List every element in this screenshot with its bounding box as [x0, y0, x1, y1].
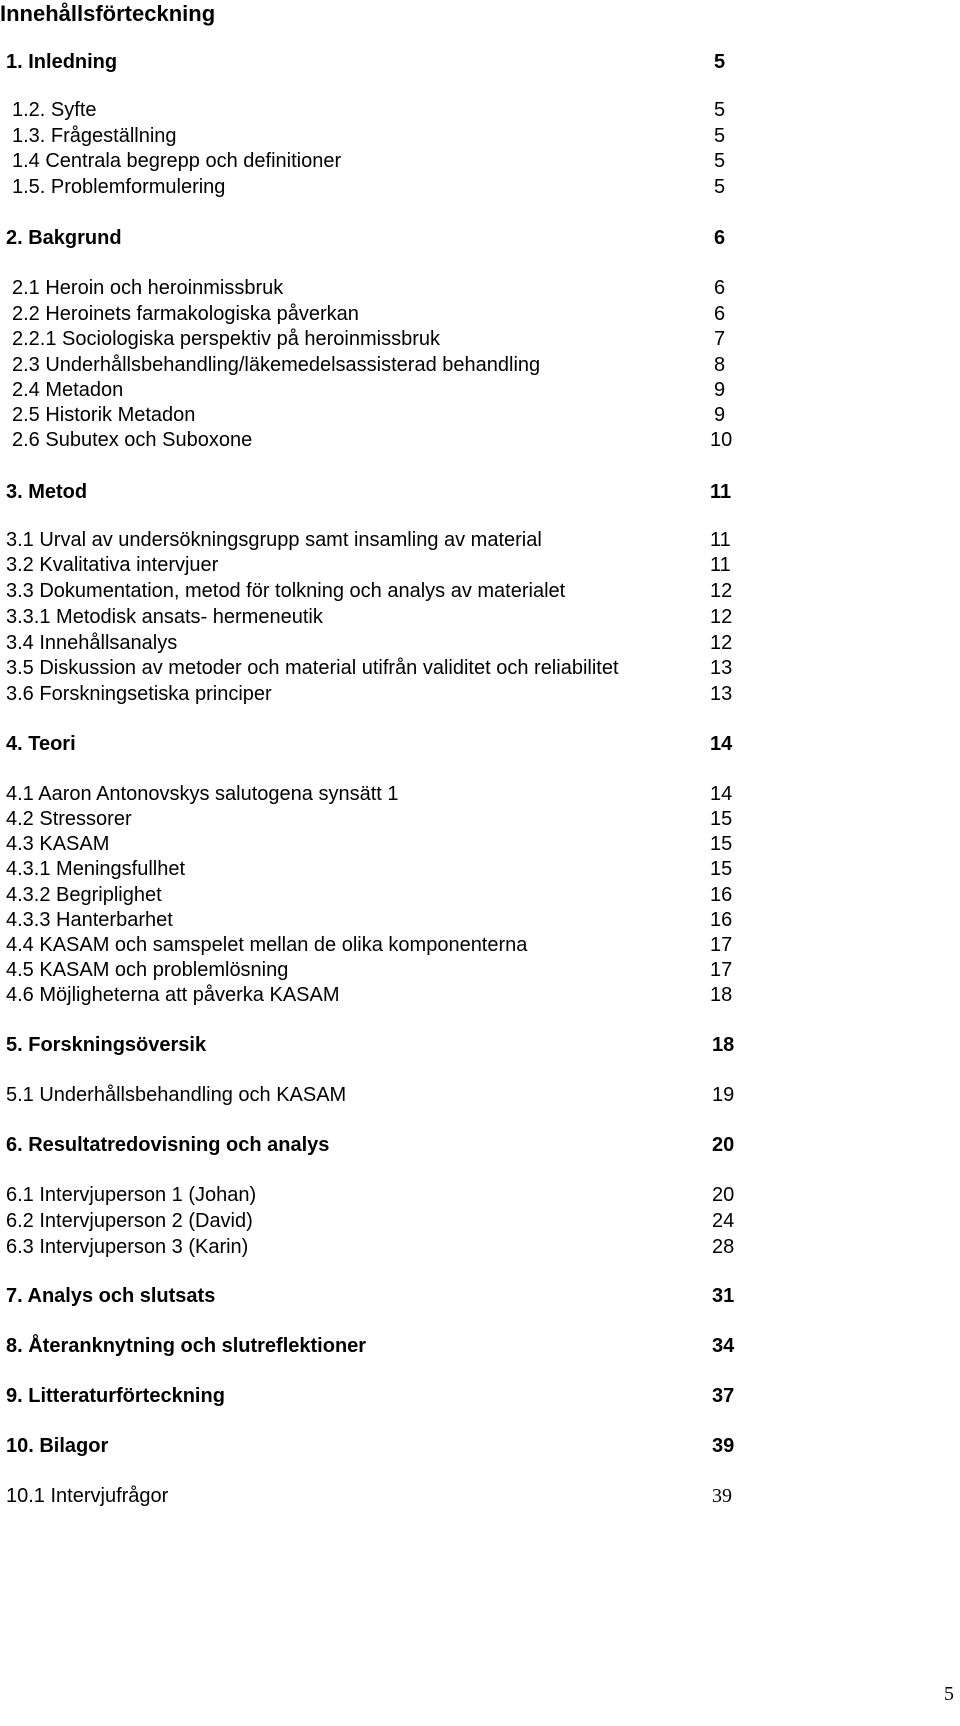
toc-entry-page: 17	[710, 959, 733, 981]
toc-entry	[6, 680, 766, 708]
toc-entry-label: 4.6 Möjligheterna att påverka KASAM	[6, 984, 340, 1006]
toc-entry	[6, 654, 766, 682]
toc-entry-page: 6	[714, 227, 726, 249]
toc-entry-label: 1.4 Centrala begrepp och definitioner	[12, 150, 342, 172]
page-number: 5	[944, 1683, 954, 1705]
toc-entry-label: 4.2 Stressorer	[6, 808, 132, 830]
toc-entry	[6, 956, 766, 984]
toc-entry	[6, 830, 766, 858]
toc-entry-page: 10	[710, 429, 733, 451]
toc-entry-label: 2.5 Historik Metadon	[12, 404, 196, 426]
toc-entry	[12, 122, 772, 150]
toc-entry-page: 11	[710, 481, 732, 503]
toc-entry-page: 5	[714, 125, 726, 147]
toc-entry-label: 3.5 Diskussion av metoder och material utifrån validitet och reliabilitet	[6, 657, 619, 679]
toc-entry-page: 15	[710, 858, 733, 880]
toc-entry-page: 5	[714, 176, 726, 198]
toc-entry-label: 2.1 Heroin och heroinmissbruk	[12, 277, 284, 299]
toc-entry-page: 14	[710, 783, 733, 805]
toc-entry-page: 7	[714, 328, 726, 350]
toc-entry-page: 31	[712, 1285, 735, 1307]
toc-entry-page: 6	[714, 277, 726, 299]
toc-entry-page: 17	[710, 934, 733, 956]
toc-entry-page: 11	[710, 529, 731, 551]
toc-entry	[12, 274, 772, 302]
toc-entry-page: 9	[714, 404, 726, 426]
toc-entry-label: 4.3.3 Hanterbarhet	[6, 909, 173, 931]
toc-entry-label: 4.1 Aaron Antonovskys salutogena synsätt 1	[6, 783, 399, 805]
toc-entry-label: 4.4 KASAM och samspelet mellan de olika komponenterna	[6, 934, 528, 956]
toc-entry-page: 20	[712, 1134, 735, 1156]
toc-entry-page: 15	[710, 808, 733, 830]
toc-entry-label: 3.3.1 Metodisk ansats- hermeneutik	[6, 606, 323, 628]
toc-entry-page: 18	[712, 1034, 735, 1056]
toc-entry	[6, 1131, 766, 1159]
toc-entry	[12, 376, 772, 404]
toc-entry-page: 11	[710, 554, 731, 576]
toc-entry-label: 9. Litteraturförteckning	[6, 1385, 225, 1407]
toc-entry	[6, 1282, 766, 1310]
toc-entry-page: 12	[710, 632, 733, 654]
toc-entry	[6, 981, 766, 1009]
toc-entry	[6, 603, 766, 631]
toc-entry-page: 5	[714, 99, 726, 121]
toc-entry-label: 3.3 Dokumentation, metod för tolkning och analys av materialet	[6, 580, 566, 602]
toc-entry-label: 3.4 Innehållsanalys	[6, 632, 178, 654]
toc-entry-label: 6.3 Intervjuperson 3 (Karin)	[6, 1236, 249, 1258]
toc-entry-label: 2. Bakgrund	[6, 227, 122, 249]
toc-entry	[12, 147, 772, 175]
toc-entry-label: 2.4 Metadon	[12, 379, 124, 401]
toc-entry-label: 6. Resultatredovisning och analys	[6, 1134, 330, 1156]
toc-entry	[6, 526, 766, 554]
toc-entry-label: 5. Forskningsöversik	[6, 1034, 207, 1056]
toc-entry-page: 6	[714, 303, 726, 325]
toc-entry-page: 5	[714, 150, 726, 172]
toc-entry	[6, 1081, 766, 1109]
toc-entry-page: 16	[710, 909, 733, 931]
toc-entry	[12, 300, 772, 328]
toc-entry-page: 39	[712, 1435, 735, 1457]
toc-entry-page: 13	[710, 657, 733, 679]
toc-entry-page: 18	[710, 984, 733, 1006]
toc-entry	[6, 1482, 766, 1510]
toc-entry	[6, 931, 766, 959]
toc-title: Innehållsförteckning	[0, 1, 216, 26]
toc-entry-page: 5	[714, 51, 726, 73]
toc-entry-label: 4. Teori	[6, 733, 76, 755]
toc-entry	[6, 551, 766, 579]
toc-entry	[6, 881, 766, 909]
toc-entry-label: 3.6 Forskningsetiska principer	[6, 683, 272, 705]
toc-entry-page: 39	[712, 1485, 732, 1507]
toc-entry-label: 4.3 KASAM	[6, 833, 110, 855]
toc-entry	[12, 401, 772, 429]
toc-entry-label: 6.1 Intervjuperson 1 (Johan)	[6, 1184, 257, 1206]
toc-entry-page: 13	[710, 683, 733, 705]
toc-entry-label: 2.6 Subutex och Suboxone	[12, 429, 253, 451]
toc-entry-page: 37	[712, 1385, 735, 1407]
toc-entry-label: 4.3.2 Begriplighet	[6, 884, 162, 906]
toc-entry	[6, 1432, 766, 1460]
toc-entry-page: 15	[710, 833, 733, 855]
toc-entry	[12, 96, 772, 124]
toc-entry	[6, 48, 766, 76]
toc-entry-label: 5.1 Underhållsbehandling och KASAM	[6, 1084, 347, 1106]
toc-entry	[12, 351, 772, 379]
toc-entry-label: 6.2 Intervjuperson 2 (David)	[6, 1210, 253, 1232]
toc-entry	[6, 805, 766, 833]
toc-entry-page: 14	[710, 733, 733, 755]
toc-entry	[6, 1207, 766, 1235]
toc-entry	[6, 1382, 766, 1410]
toc-entry	[6, 1031, 766, 1059]
toc-entry	[6, 780, 766, 808]
toc-entry-page: 24	[712, 1210, 735, 1232]
toc-entry-label: 2.2 Heroinets farmakologiska påverkan	[12, 303, 359, 325]
toc-entry-label: 8. Återanknytning och slutreflektioner	[6, 1335, 367, 1357]
toc-entry-label: 1.3. Frågeställning	[12, 125, 177, 147]
toc-entry-label: 1.2. Syfte	[12, 99, 97, 121]
toc-entry	[6, 224, 766, 252]
toc-entry-label: 4.5 KASAM och problemlösning	[6, 959, 289, 981]
toc-entry	[12, 426, 772, 454]
toc-entry-label: 3. Metod	[6, 481, 88, 503]
toc-entry-page: 34	[712, 1335, 735, 1357]
toc-entry-page: 20	[712, 1184, 735, 1206]
toc-entry-label: 2.3 Underhållsbehandling/läkemedelsassisterad behandling	[12, 354, 541, 376]
toc-entry	[6, 906, 766, 934]
toc-entry	[6, 478, 766, 506]
toc-entry	[6, 855, 766, 883]
toc-entry-page: 28	[712, 1236, 735, 1258]
toc-entry-label: 1. Inledning	[6, 51, 118, 73]
toc-entry-label: 3.1 Urval av undersökningsgrupp samt insamling av material	[6, 529, 542, 551]
toc-entry-label: 10. Bilagor	[6, 1435, 109, 1457]
toc-entry-label: 4.3.1 Meningsfullhet	[6, 858, 186, 880]
toc-entry-page: 8	[714, 354, 726, 376]
toc-entry-page: 16	[710, 884, 733, 906]
toc-entry-page: 12	[710, 580, 733, 602]
toc-entry	[6, 577, 766, 605]
toc-entry	[6, 629, 766, 657]
toc-entry-page: 9	[714, 379, 726, 401]
toc-entry-label: 3.2 Kvalitativa intervjuer	[6, 554, 219, 576]
toc-entry-page: 12	[710, 606, 733, 628]
toc-entry-label: 10.1 Intervjufrågor	[6, 1485, 169, 1507]
toc-entry-label: 1.5. Problemformulering	[12, 176, 226, 198]
toc-entry	[6, 1181, 766, 1209]
toc-entry-label: 2.2.1 Sociologiska perspektiv på heroinmissbruk	[12, 328, 440, 350]
toc-entry-page: 19	[712, 1084, 735, 1106]
toc-entry	[12, 173, 772, 201]
toc-entry	[12, 325, 772, 353]
toc-entry	[6, 730, 766, 758]
toc-entry	[6, 1233, 766, 1261]
toc-entry-label: 7. Analys och slutsats	[6, 1285, 216, 1307]
toc-entry	[6, 1332, 766, 1360]
